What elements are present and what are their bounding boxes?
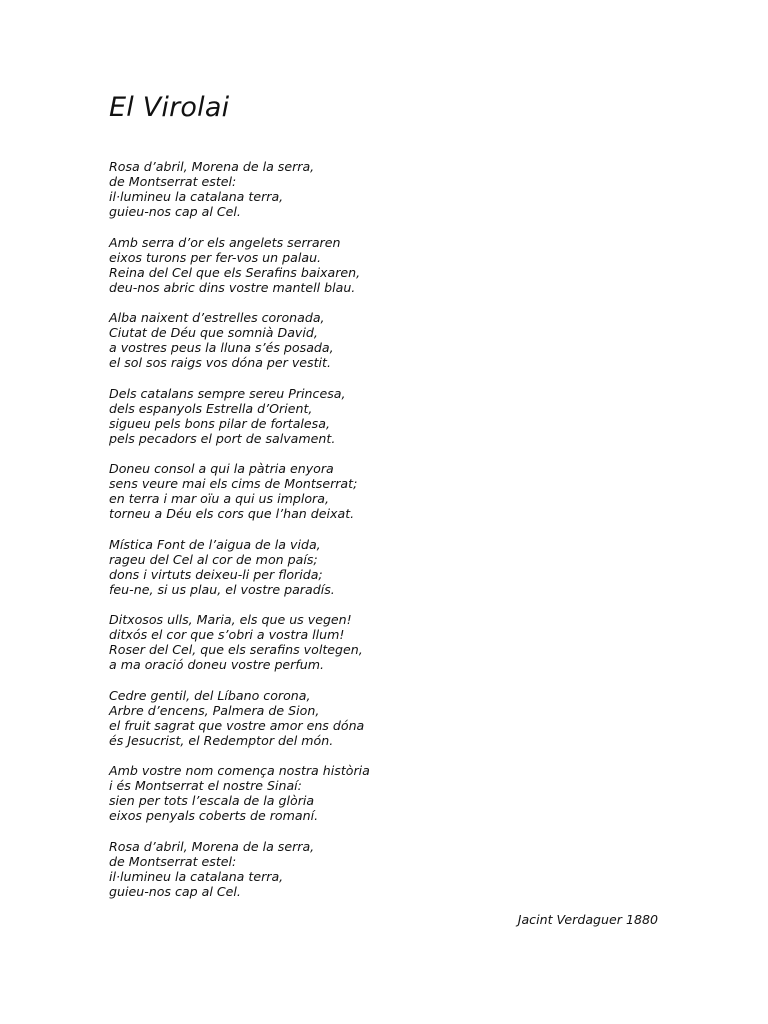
poem-line: guieu-nos cap al Cel. [109, 883, 241, 899]
poem-line: rageu del Cel al cor de mon país; [109, 551, 318, 567]
poem-line: a ma oració doneu vostre perfum. [109, 657, 325, 673]
stanza [109, 159, 669, 235]
stanza [109, 386, 669, 462]
stanza [109, 839, 669, 915]
poem-line: il·lumineu la catalana terra, [109, 189, 284, 205]
poem-body [109, 159, 669, 914]
stanza [109, 537, 669, 613]
poem-line: el sol sos raigs vos dóna per vestit. [109, 355, 331, 371]
poem-line: el fruit sagrat que vostre amor ens dóna [109, 717, 365, 733]
stanza [109, 461, 669, 537]
poem-line: a vostres peus la lluna s’és posada, [109, 340, 334, 356]
poem-line: Reina del Cel que els Serafins baixaren, [109, 264, 361, 280]
poem-line: il·lumineu la catalana terra, [109, 868, 284, 884]
poem-line: en terra i mar oïu a qui us implora, [109, 491, 329, 507]
poem-line: Dels catalans sempre sereu Princesa, [109, 385, 346, 401]
poem-line: deu-nos abric dins vostre mantell blau. [109, 279, 356, 295]
poem-line: Alba naixent d’estrelles coronada, [109, 310, 325, 325]
poem-line: dels espanyols Estrella d’Orient, [109, 400, 313, 416]
poem-line: i és Montserrat el nostre Sinaí: [109, 778, 302, 794]
poem-line: eixos turons per fer-vos un palau. [109, 249, 322, 265]
stanza [109, 235, 669, 311]
poem-line: Amb serra d’or els angelets serraren [109, 234, 341, 250]
stanza [109, 763, 669, 839]
poem-line: Roser del Cel, que els serafins voltegen, [109, 642, 363, 658]
poem-line: és Jesucrist, el Redemptor del món. [109, 732, 334, 748]
poem-line: Cedre gentil, del Líbano corona, [109, 687, 311, 703]
poem-line: eixos penyals coberts de romaní. [109, 808, 319, 824]
poem-line: ditxós el cor que s’obri a vostra llum! [109, 627, 345, 643]
poem-line: sien per tots l’escala de la glòria [109, 793, 315, 809]
poem-line: torneu a Déu els cors que l’han deixat. [109, 506, 355, 522]
stanza [109, 688, 669, 764]
poem-line: guieu-nos cap al Cel. [109, 204, 241, 220]
poem-line: pels pecadors el port de salvament. [109, 430, 336, 446]
poem-line: de Montserrat estel: [109, 853, 237, 869]
poem-line: Doneu consol a qui la pàtria enyora [109, 461, 334, 476]
poem-line: sens veure mai els cims de Montserrat; [109, 476, 358, 492]
poem-line: dons i virtuts deixeu-li per florida; [109, 566, 323, 582]
stanza [109, 310, 669, 386]
poem-line: Ciutat de Déu que somnià David, [109, 325, 318, 341]
poem-line: Amb vostre nom comença nostra història [109, 763, 370, 778]
poem-line: Rosa d’abril, Morena de la serra, [109, 159, 315, 174]
poem-line: Arbre d’encens, Palmera de Sion, [109, 702, 320, 718]
author-signature: Jacint Verdaguer 1880 [517, 912, 658, 927]
poem-line: Rosa d’abril, Morena de la serra, [109, 838, 315, 854]
poem-line: Mística Font de l’aigua de la vida, [109, 536, 321, 552]
stanza [109, 612, 669, 688]
poem-line: de Montserrat estel: [109, 174, 237, 190]
poem-title: El Virolai [109, 92, 230, 123]
poem-line: Ditxosos ulls, Maria, els que us vegen! [109, 612, 352, 627]
poem-line: feu-ne, si us plau, el vostre paradís. [109, 581, 335, 597]
poem-line: sigueu pels bons pilar de fortalesa, [109, 415, 330, 431]
